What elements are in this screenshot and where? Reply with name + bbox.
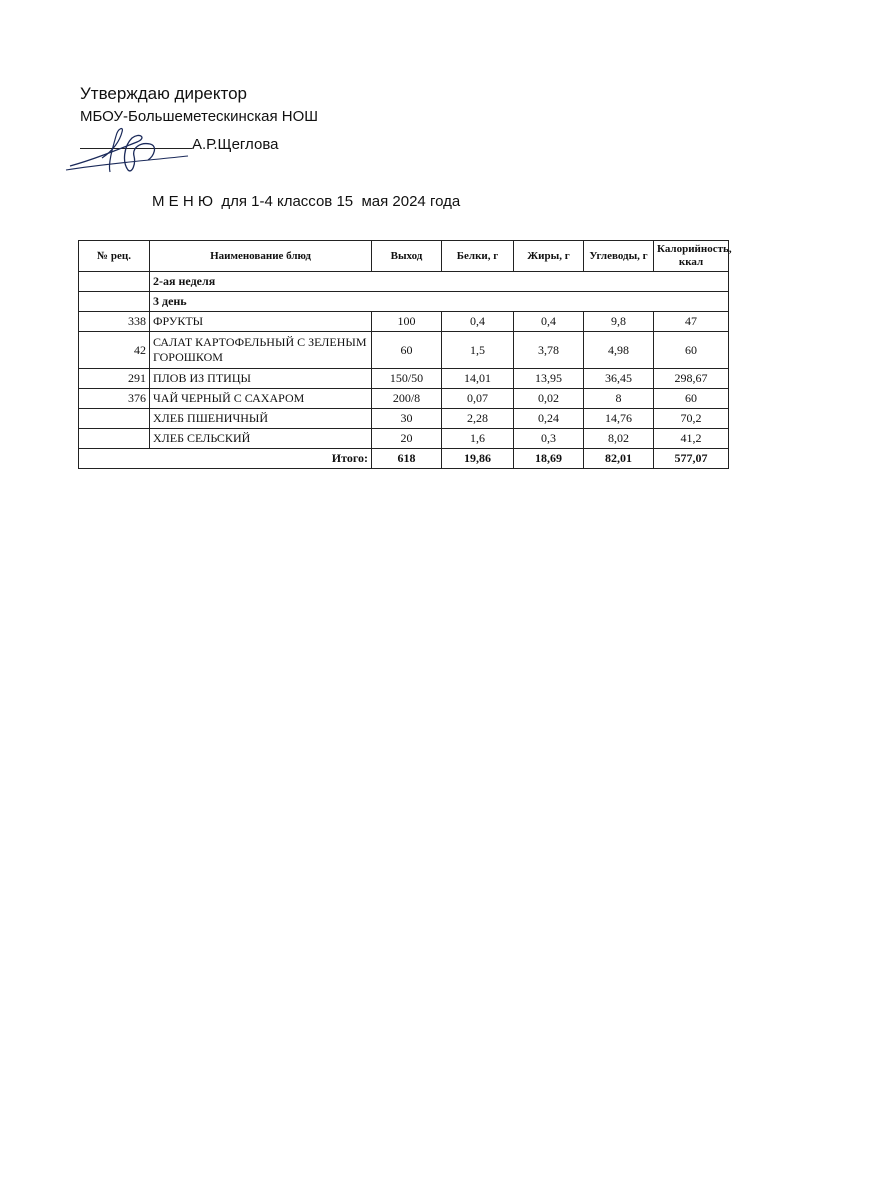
table-row	[79, 332, 729, 369]
col-fat: Жиры, г	[514, 241, 584, 272]
dish-name: ХЛЕБ СЕЛЬСКИЙ	[150, 429, 372, 449]
rec-number	[79, 409, 150, 429]
rec-number: 338	[79, 312, 150, 332]
output: 30	[372, 409, 442, 429]
carb: 8	[584, 389, 654, 409]
total-protein: 19,86	[442, 449, 514, 469]
table-row	[79, 312, 729, 332]
total-kcal: 577,07	[654, 449, 729, 469]
kcal: 298,67	[654, 369, 729, 389]
kcal: 60	[654, 389, 729, 409]
carb: 14,76	[584, 409, 654, 429]
rec-number: 42	[79, 332, 150, 369]
table-row	[79, 409, 729, 429]
dish-name: ХЛЕБ ПШЕНИЧНЫЙ	[150, 409, 372, 429]
section-week: 2-ая неделя	[150, 272, 729, 292]
total-fat: 18,69	[514, 449, 584, 469]
total-carb: 82,01	[584, 449, 654, 469]
protein: 1,6	[442, 429, 514, 449]
fat: 13,95	[514, 369, 584, 389]
carb: 4,98	[584, 332, 654, 369]
handwritten-signature	[62, 120, 192, 180]
fat: 0,02	[514, 389, 584, 409]
protein: 0,4	[442, 312, 514, 332]
carb: 8,02	[584, 429, 654, 449]
section-day: 3 день	[150, 292, 729, 312]
fat: 3,78	[514, 332, 584, 369]
dish-name: ФРУКТЫ	[150, 312, 372, 332]
col-carb: Углеводы, г	[584, 241, 654, 272]
output: 20	[372, 429, 442, 449]
dish-name: САЛАТ КАРТОФЕЛЬНЫЙ С ЗЕЛЕНЫМ ГОРОШКОМ	[150, 332, 372, 369]
dish-name: ПЛОВ ИЗ ПТИЦЫ	[150, 369, 372, 389]
protein: 14,01	[442, 369, 514, 389]
approve-title: Утверждаю директор	[80, 84, 248, 103]
kcal: 47	[654, 312, 729, 332]
kcal: 41,2	[654, 429, 729, 449]
fat: 0,24	[514, 409, 584, 429]
total-row	[79, 449, 729, 469]
section-row	[79, 292, 729, 312]
fat: 0,3	[514, 429, 584, 449]
kcal: 70,2	[654, 409, 729, 429]
col-dish-name: Наименование блюд	[150, 241, 372, 272]
table-row	[79, 389, 729, 409]
output: 100	[372, 312, 442, 332]
output: 150/50	[372, 369, 442, 389]
output: 200/8	[372, 389, 442, 409]
table-row	[79, 429, 729, 449]
protein: 1,5	[442, 332, 514, 369]
kcal: 60	[654, 332, 729, 369]
carb: 9,8	[584, 312, 654, 332]
rec-number: 376	[79, 389, 150, 409]
rec-number: 291	[79, 369, 150, 389]
protein: 2,28	[442, 409, 514, 429]
school-name: МБОУ-Большеметескинская НОШ	[80, 108, 319, 125]
menu-table	[78, 240, 732, 469]
output: 60	[372, 332, 442, 369]
section-row	[79, 272, 729, 292]
table-row	[79, 369, 729, 389]
total-output: 618	[372, 449, 442, 469]
col-protein: Белки, г	[442, 241, 514, 272]
rec-number	[79, 429, 150, 449]
table-header-row	[79, 241, 729, 272]
menu-title: М Е Н Ю для 1-4 классов 15 мая 2024 года	[152, 193, 461, 210]
dish-name: ЧАЙ ЧЕРНЫЙ С САХАРОМ	[150, 389, 372, 409]
director-name: А.Р.Щеглова	[192, 136, 279, 153]
total-label: Итого:	[79, 449, 372, 469]
col-output: Выход	[372, 241, 442, 272]
protein: 0,07	[442, 389, 514, 409]
carb: 36,45	[584, 369, 654, 389]
col-rec-number: № рец.	[79, 241, 150, 272]
fat: 0,4	[514, 312, 584, 332]
col-kcal: Калорийность, ккал	[654, 241, 729, 272]
